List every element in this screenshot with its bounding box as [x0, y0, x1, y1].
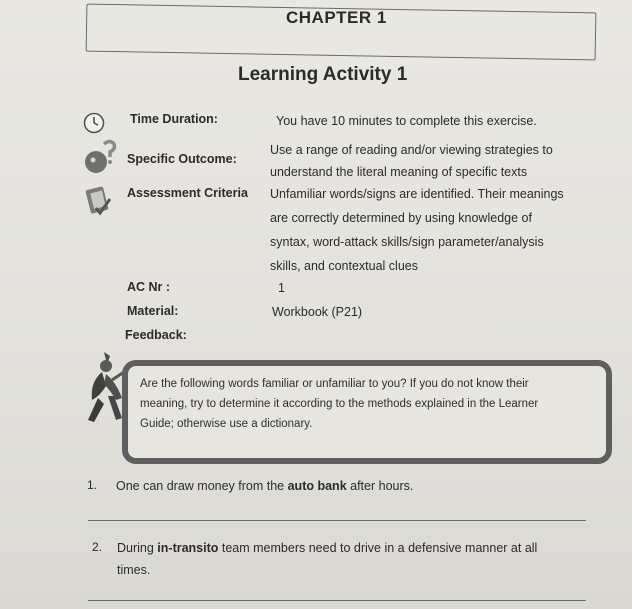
- time-duration-value: You have 10 minutes to complete this exercise.: [276, 114, 537, 128]
- time-duration-label: Time Duration:: [130, 112, 218, 126]
- question-2-term: in-transito: [157, 541, 219, 555]
- feedback-instruction-box: [122, 360, 612, 464]
- question-2-text: [117, 538, 587, 558]
- chapter-title: CHAPTER 1: [286, 8, 387, 27]
- question-2-answer-line: [88, 600, 586, 601]
- feedback-label: Feedback:: [125, 328, 187, 342]
- specific-outcome-line-2: understand the literal meaning of specific texts: [270, 165, 528, 179]
- feedback-line-1: Are the following words familiar or unfamiliar to you? If you do not know their: [140, 378, 529, 390]
- question-1-text-end: after hours.: [346, 479, 414, 493]
- question-2-text-start: During: [117, 541, 158, 555]
- ac-nr-label: AC Nr :: [127, 280, 171, 294]
- feedback-line-2: meaning, try to determine it according to the methods explained in the Learner: [140, 398, 539, 410]
- assessment-criteria-line-1: Unfamiliar words/signs are identified. Their meanings: [270, 187, 564, 201]
- question-2-text-end: team members need to drive in a defensive manner at all: [218, 541, 538, 555]
- material-label: Material:: [127, 304, 179, 318]
- material-value: Workbook (P21): [272, 305, 363, 319]
- activity-title: Learning Activity 1: [238, 64, 408, 85]
- question-1-number: 1.: [87, 478, 98, 492]
- assessment-criteria-line-2: are correctly determined by using knowledge of: [270, 211, 532, 225]
- question-2-text-line-2: times.: [117, 563, 151, 577]
- question-2-number: 2.: [92, 540, 103, 554]
- assessment-criteria-line-4: skills, and contextual clues: [270, 259, 418, 273]
- question-1-text: [116, 476, 413, 496]
- assessment-criteria-line-3: syntax, word-attack skills/sign parameter/analysis: [270, 235, 544, 249]
- question-head-icon: [84, 138, 118, 178]
- specific-outcome-line-1: Use a range of reading and/or viewing strategies to: [270, 143, 553, 157]
- question-1-term: auto bank: [287, 479, 347, 493]
- question-1-answer-line: [88, 520, 586, 521]
- specific-outcome-label: Specific Outcome:: [127, 152, 237, 166]
- feedback-line-3: Guide; otherwise use a dictionary.: [140, 418, 313, 430]
- feedback-instructions: [140, 374, 594, 434]
- question-1-text-start: One can draw money from the: [116, 479, 288, 493]
- assessment-criteria-label: Assessment Criteria: [127, 186, 248, 200]
- clipboard-check-icon: [84, 184, 114, 218]
- clock-icon: [83, 112, 105, 134]
- ac-nr-value: 1: [278, 281, 285, 295]
